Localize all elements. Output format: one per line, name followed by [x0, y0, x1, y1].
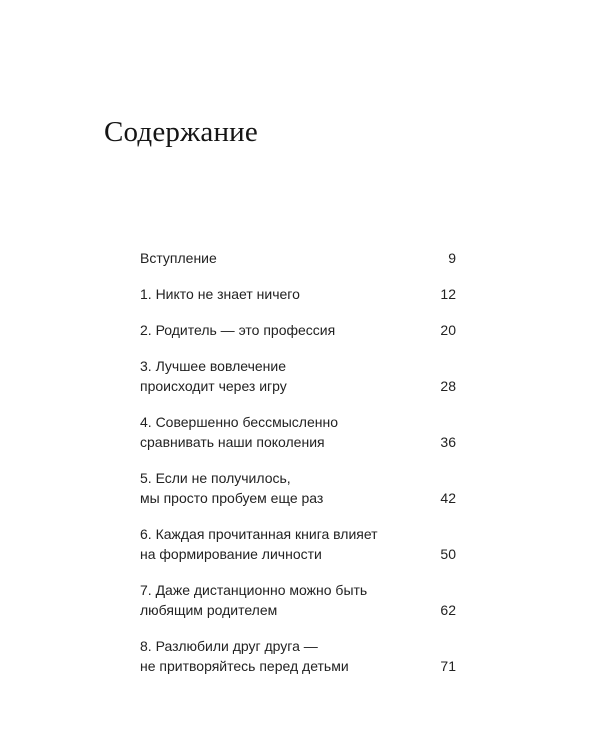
- toc-entry-title: [140, 284, 456, 304]
- toc-entry-title: [140, 248, 456, 268]
- toc-entry-title: [140, 524, 456, 564]
- toc-entry-title-line: 5. Если не получилось,: [140, 470, 291, 486]
- toc-entry-page-number: 71: [440, 658, 456, 674]
- toc-entry-page-number: 62: [440, 602, 456, 618]
- toc-entry-title: [140, 320, 456, 340]
- toc-entry-title-line: Вступление: [140, 250, 217, 266]
- table-of-contents: [140, 248, 456, 676]
- page-title: Содержание: [104, 116, 258, 148]
- toc-entry-title-line: 6. Каждая прочитанная книга влияет: [140, 526, 378, 542]
- toc-entry-chapter-3: [140, 356, 456, 396]
- toc-entry-title: [140, 468, 456, 508]
- toc-entry-chapter-4: [140, 412, 456, 452]
- toc-entry-chapter-6: [140, 524, 456, 564]
- toc-entry-title-line: не притворяйтесь перед детьми: [140, 658, 349, 674]
- toc-entry-chapter-7: [140, 580, 456, 620]
- toc-entry-title-line: сравнивать наши поколения: [140, 434, 325, 450]
- toc-entry-chapter-2: [140, 320, 456, 340]
- toc-entry-page-number: 12: [440, 286, 456, 302]
- toc-entry-title-line: 8. Разлюбили друг друга —: [140, 638, 318, 654]
- toc-entry-title: [140, 636, 456, 676]
- toc-entry-chapter-8: [140, 636, 456, 676]
- toc-entry-chapter-5: [140, 468, 456, 508]
- toc-entry-page-number: 28: [440, 378, 456, 394]
- toc-entry-introduction: [140, 248, 456, 268]
- toc-entry-title-line: 3. Лучшее вовлечение: [140, 358, 286, 374]
- toc-entry-title: [140, 356, 456, 396]
- toc-entry-title-line: любящим родителем: [140, 602, 278, 618]
- toc-entry-title: [140, 412, 456, 452]
- toc-entry-page-number: 9: [448, 250, 456, 266]
- toc-entry-title-line: 4. Совершенно бессмысленно: [140, 414, 339, 430]
- toc-entry-title-line: на формирование личности: [140, 546, 322, 562]
- toc-entry-title-line: 2. Родитель — это профессия: [140, 322, 336, 338]
- toc-entry-title-line: мы просто пробуем еще раз: [140, 490, 324, 506]
- toc-entry-page-number: 20: [440, 322, 456, 338]
- toc-entry-page-number: 42: [440, 490, 456, 506]
- toc-entry-title-line: 7. Даже дистанционно можно быть: [140, 582, 368, 598]
- toc-entry-page-number: 36: [440, 434, 456, 450]
- toc-entry-title-line: 1. Никто не знает ничего: [140, 286, 300, 302]
- toc-entry-title-line: происходит через игру: [140, 378, 287, 394]
- toc-entry-page-number: 50: [440, 546, 456, 562]
- toc-entry-title: [140, 580, 456, 620]
- toc-entry-chapter-1: [140, 284, 456, 304]
